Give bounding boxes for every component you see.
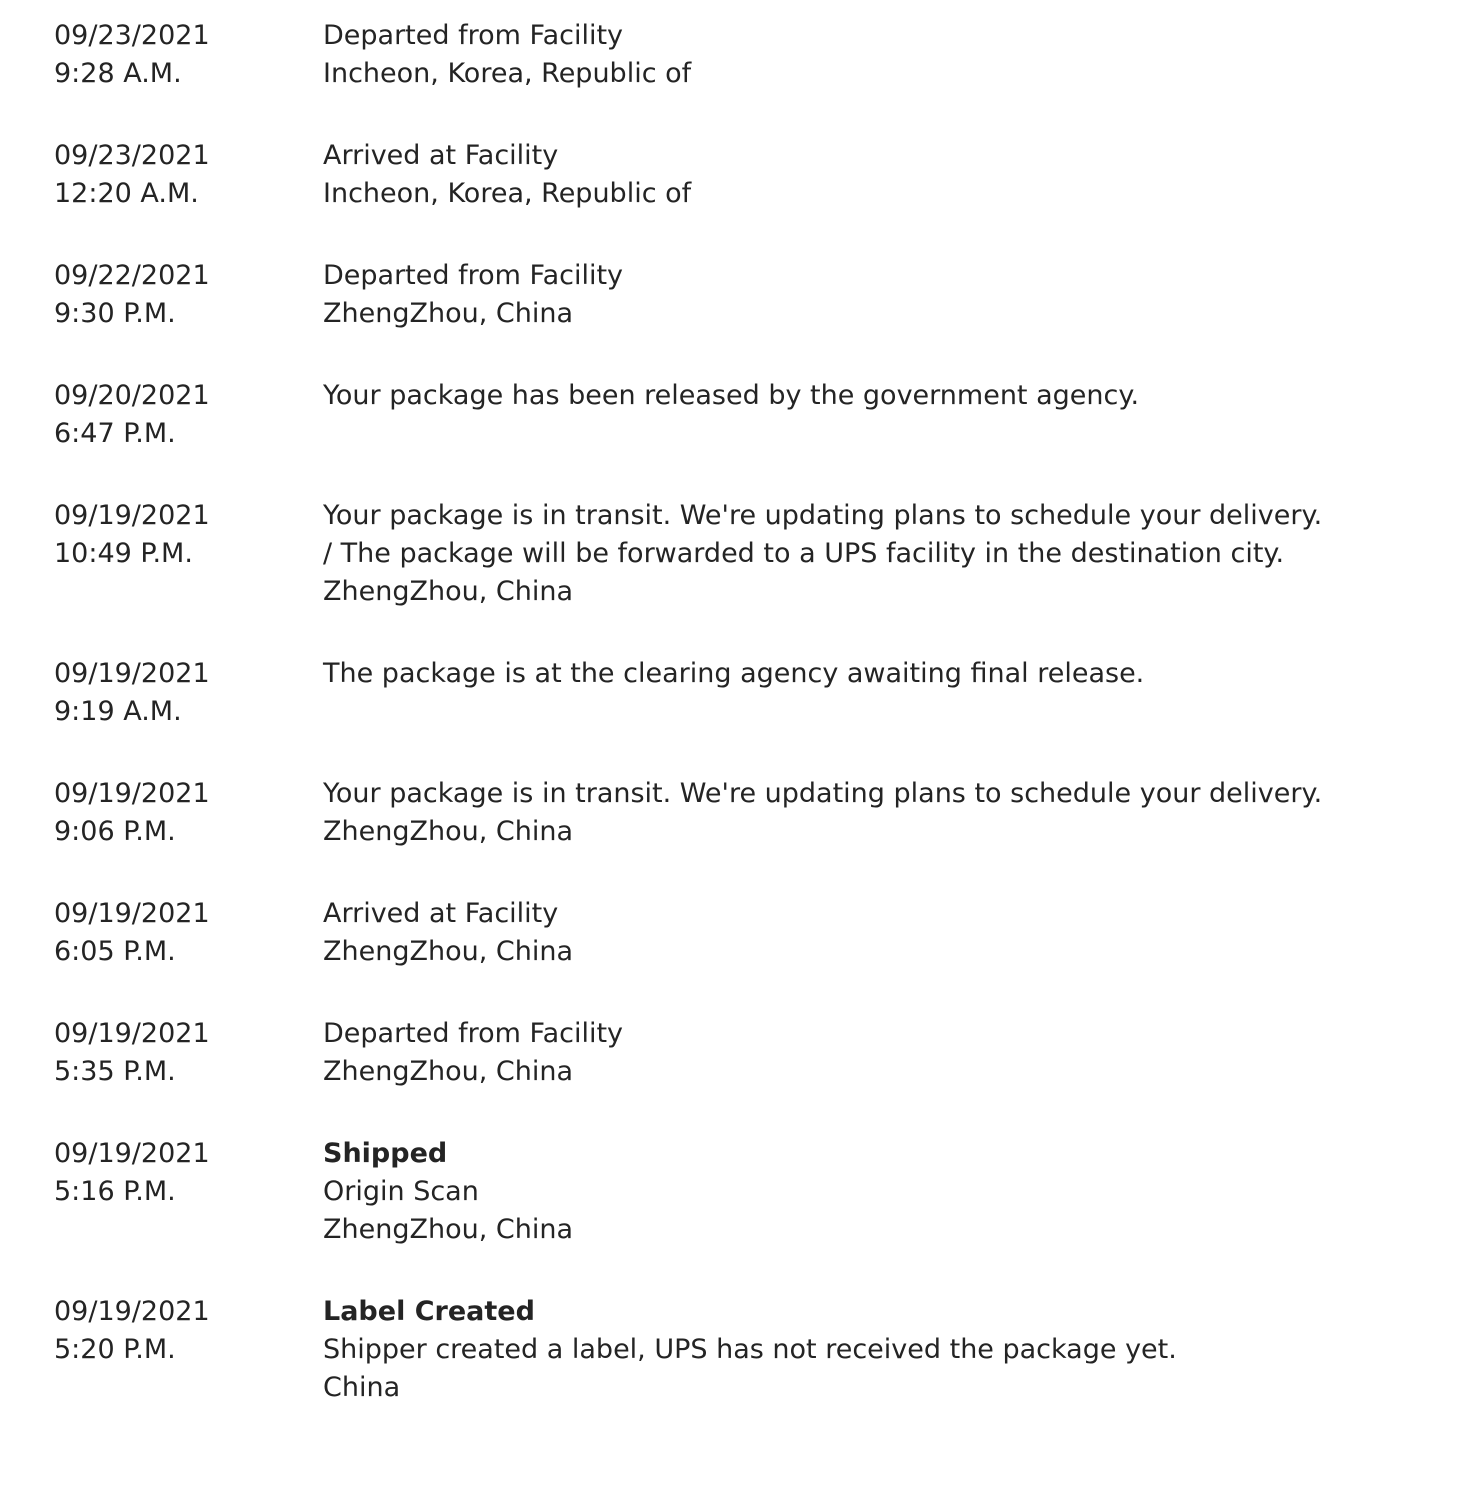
- event-details: [323, 377, 1333, 453]
- event-time: 9:30 P.M.: [54, 298, 176, 329]
- event-datetime: [54, 497, 323, 611]
- event-description: Arrived at Facility: [323, 898, 559, 929]
- event-status-title: Shipped: [323, 1138, 448, 1169]
- event-details: [323, 1135, 1333, 1249]
- event-description: Your package is in transit. We're updating plans to schedule your delivery.: [323, 778, 1323, 809]
- event-time: 10:49 P.M.: [54, 538, 193, 569]
- tracking-event: [54, 1015, 1434, 1091]
- event-location: Incheon, Korea, Republic of: [323, 58, 692, 89]
- event-description: The package is at the clearing agency awaiting final release.: [323, 658, 1145, 689]
- event-location: ZhengZhou, China: [323, 1214, 574, 1245]
- event-datetime: [54, 655, 323, 731]
- event-time: 6:05 P.M.: [54, 936, 176, 967]
- event-date: 09/19/2021: [54, 658, 210, 689]
- event-time: 9:19 A.M.: [54, 696, 182, 727]
- event-date: 09/22/2021: [54, 260, 210, 291]
- event-datetime: [54, 895, 323, 971]
- event-description: Your package has been released by the government agency.: [323, 380, 1140, 411]
- tracking-event: [54, 137, 1434, 213]
- event-datetime: [54, 137, 323, 213]
- event-details: [323, 1293, 1333, 1407]
- event-date: 09/23/2021: [54, 140, 210, 171]
- event-location: ZhengZhou, China: [323, 576, 574, 607]
- event-details: [323, 497, 1333, 611]
- event-location: ZhengZhou, China: [323, 936, 574, 967]
- tracking-event: [54, 895, 1434, 971]
- event-datetime: [54, 1015, 323, 1091]
- tracking-event: [54, 257, 1434, 333]
- event-details: [323, 257, 1333, 333]
- event-time: 12:20 A.M.: [54, 178, 199, 209]
- event-description: Departed from Facility: [323, 20, 624, 51]
- event-description: Shipper created a label, UPS has not received the package yet.: [323, 1334, 1177, 1365]
- event-datetime: [54, 1135, 323, 1249]
- event-date: 09/19/2021: [54, 1296, 210, 1327]
- event-location: Incheon, Korea, Republic of: [323, 178, 692, 209]
- event-details: [323, 17, 1333, 93]
- event-date: 09/19/2021: [54, 1138, 210, 1169]
- event-description: Departed from Facility: [323, 260, 624, 291]
- tracking-event: [54, 1293, 1434, 1407]
- tracking-event: [54, 377, 1434, 453]
- tracking-event: [54, 1135, 1434, 1249]
- event-date: 09/19/2021: [54, 1018, 210, 1049]
- event-datetime: [54, 17, 323, 93]
- event-location: ZhengZhou, China: [323, 298, 574, 329]
- tracking-event: [54, 775, 1434, 851]
- tracking-event: [54, 17, 1434, 93]
- tracking-event: [54, 497, 1434, 611]
- event-description: Origin Scan: [323, 1176, 479, 1207]
- event-details: [323, 137, 1333, 213]
- event-time: 5:16 P.M.: [54, 1176, 176, 1207]
- event-date: 09/23/2021: [54, 20, 210, 51]
- event-date: 09/19/2021: [54, 778, 210, 809]
- event-date: 09/19/2021: [54, 500, 210, 531]
- event-time: 9:28 A.M.: [54, 58, 182, 89]
- event-datetime: [54, 1293, 323, 1407]
- event-time: 9:06 P.M.: [54, 816, 176, 847]
- event-date: 09/19/2021: [54, 898, 210, 929]
- event-location: China: [323, 1372, 401, 1403]
- event-datetime: [54, 257, 323, 333]
- event-datetime: [54, 775, 323, 851]
- event-time: 6:47 P.M.: [54, 418, 176, 449]
- event-details: [323, 1015, 1333, 1091]
- event-time: 5:35 P.M.: [54, 1056, 176, 1087]
- event-description: Your package is in transit. We're updating plans to schedule your delivery. / The package will be forwarded to a UPS facility in the destination city.: [323, 500, 1323, 569]
- event-description: Arrived at Facility: [323, 140, 559, 171]
- event-details: [323, 895, 1333, 971]
- event-location: ZhengZhou, China: [323, 816, 574, 847]
- tracking-history-timeline: [54, 17, 1434, 1451]
- event-details: [323, 655, 1333, 731]
- tracking-event: [54, 655, 1434, 731]
- event-date: 09/20/2021: [54, 380, 210, 411]
- event-datetime: [54, 377, 323, 453]
- event-description: Departed from Facility: [323, 1018, 624, 1049]
- event-location: ZhengZhou, China: [323, 1056, 574, 1087]
- event-time: 5:20 P.M.: [54, 1334, 176, 1365]
- event-details: [323, 775, 1333, 851]
- event-status-title: Label Created: [323, 1296, 535, 1327]
